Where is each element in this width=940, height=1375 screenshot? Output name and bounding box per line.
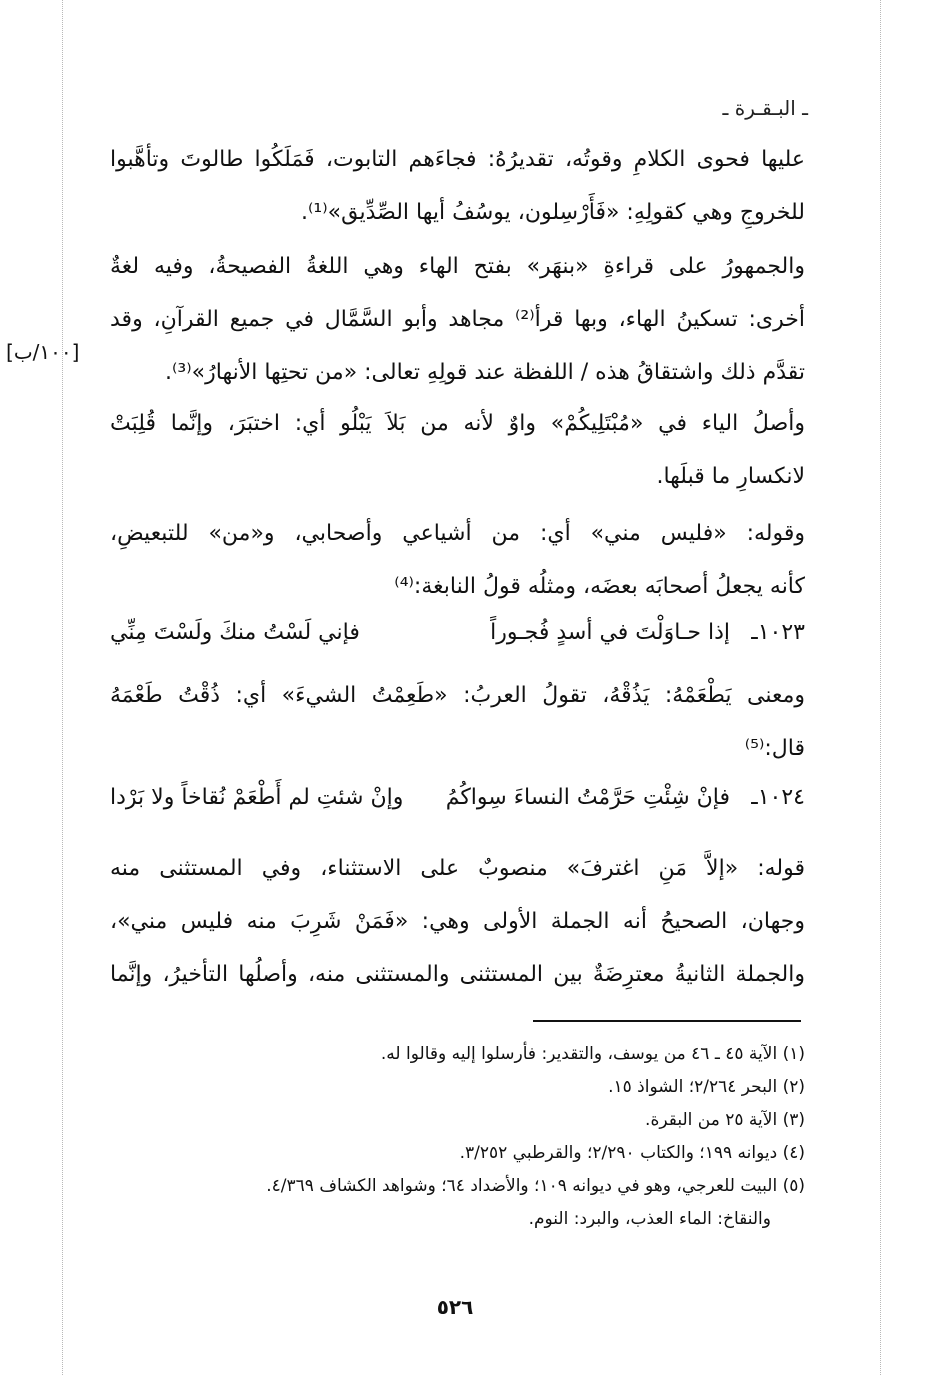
text-line: كأنه يجعلُ أصحابَه بعضَه، ومثلُه قولُ النابغة:⁽⁴⁾ [394, 574, 805, 599]
text-line: لانكسارِ ما قبلَها. [656, 464, 805, 489]
paragraph-1 [110, 133, 805, 239]
verse-1024 [110, 785, 805, 825]
footnotes [115, 1038, 805, 1236]
verse-first-hemistich: فإنْ شِئْتِ حَرَّمْتُ النساءَ سِواكُمُ [445, 785, 730, 810]
text-line: قوله: «إلاَّ مَنِ اغترفَ» منصوبٌ على الاستثناء، وفي المستثنى منه [110, 856, 805, 881]
verse-first-hemistich: إذا حـاوَلْتَ في أسدٍ فُجـوراً [490, 620, 730, 645]
text-line: وأصلُ الياء في «مُبْتَلِيكُمْ» واوٌ لأنه من بَلاَ يَبْلُو أي: اختبَرَ، وإنَّما قُلِبَتْ [110, 411, 805, 436]
verse-second-hemistich: فإني لَسْتُ منكَ ولَسْتَ مِنِّي [110, 620, 360, 645]
text-line: قال:⁽⁵⁾ [744, 736, 805, 761]
footnote-4: (٤) ديوانه ١٩٩؛ والكتاب ٢/٢٩٠؛ والقرطبي ٣/٢٥٢. [459, 1143, 805, 1163]
text-line: أخرى: تسكينُ الهاء، وبها قرأ⁽²⁾ مجاهد وأبو السَّمَّال في جميع القرآنِ، وقد [110, 307, 805, 332]
footnote-1: (١) الآية ٤٥ ـ ٤٦ من يوسف، والتقدير: فأرسلوا إليه وقالوا له. [380, 1044, 805, 1064]
text-line: عليها فحوى الكلامِ وقوتُه، تقديرُهُ: فجاءَهم التابوت، فَمَلَكُوا طالوتَ وتأهَّبوا [110, 147, 805, 172]
paragraph-6 [110, 842, 805, 1001]
verse-1023 [110, 620, 805, 660]
text-line: والجمهورُ على قراءةِ «بنهَر» بفتح الهاء وهي اللغةُ الفصيحةُ، وفيه لغةٌ [110, 254, 805, 279]
footnote-5: (٥) البيت للعرجي، وهو في ديوانه ١٠٩؛ والأضداد ٦٤؛ وشواهد الكشاف ٤/٣٦٩. [266, 1176, 805, 1196]
footnote-3: (٣) الآية ٢٥ من البقرة. [645, 1110, 805, 1130]
paragraph-2 [110, 240, 805, 399]
footnote-separator [533, 1020, 801, 1022]
text-line: تقدَّم ذلك واشتقاقُ هذه / اللفظة عند قولِهِ تعالى: «من تحتِها الأنهارُ»⁽³⁾. [165, 360, 805, 385]
scan-line [880, 0, 881, 1375]
verse-number: ١٠٢٣ـ [751, 620, 805, 645]
footnote-2: (٢) البحر ٢/٢٦٤؛ الشواذ ١٥. [608, 1077, 805, 1097]
verse-second-hemistich: وإنْ شئتِ لم أَطْعَمْ نُقاخاً ولا بَرْدا [110, 785, 404, 810]
text-line: وجهان، الصحيحُ أنه الجملة الأولى وهي: «فَمَنْ شَرِبَ منه فليس مني»، [110, 909, 805, 934]
manuscript-folio-ref: [١٠٠/ب] [6, 340, 80, 364]
paragraph-4 [110, 507, 805, 613]
scan-line [62, 0, 63, 1375]
verse-number: ١٠٢٤ـ [751, 785, 805, 810]
text-line: للخروجِ وهي كقولِهِ: «فَأَرْسِلون، يوسُفُ أيها الصِّدِّيق»⁽¹⁾. [301, 200, 805, 225]
running-header: ـ البـقـرة ـ [722, 96, 808, 120]
footnote-5-continuation: والنقاخ: الماء العذب، والبرد: النوم. [528, 1209, 771, 1229]
page-number: ٥٢٦ [436, 1295, 474, 1319]
text-line: ومعنى يَطْعَمْهُ: يَذُقْهُ، تقولُ العربُ: «طَعِمْتُ الشيءَ» أي: ذُقْتُ طَعْمَهُ [110, 683, 805, 708]
paragraph-3 [110, 397, 805, 503]
text-line: وقوله: «فليس مني» أي: من أشياعي وأصحابي، و«من» للتبعيضِ، [110, 521, 805, 546]
text-line: والجملة الثانيةُ معترِضَةٌ بين المستثنى والمستثنى منه، وأصلُها التأخيرُ، وإنَّما [110, 962, 805, 987]
paragraph-5 [110, 669, 805, 775]
